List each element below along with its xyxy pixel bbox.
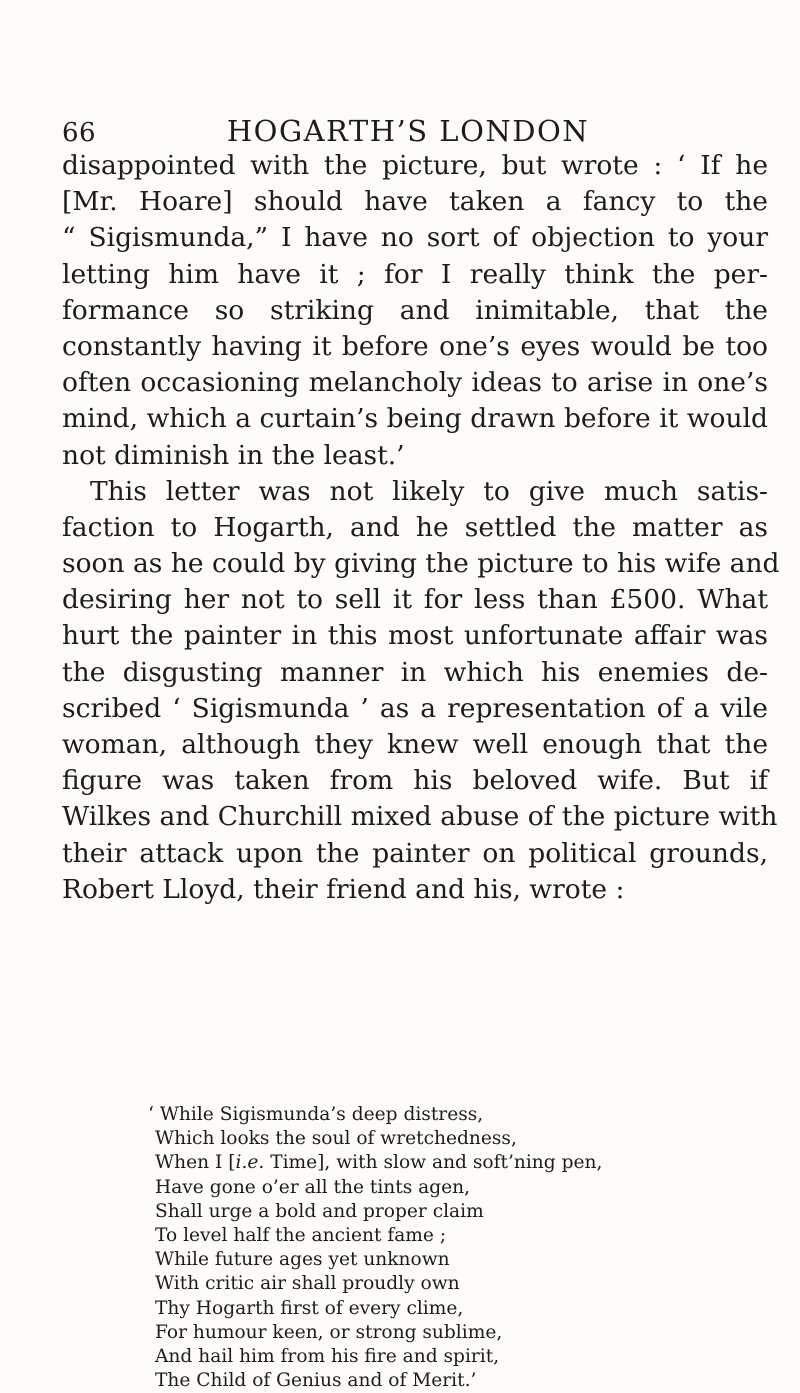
verse-text: Time], with slow and soft’ning pen, bbox=[264, 1152, 603, 1174]
verse-line: With critic air shall proudly own bbox=[155, 1273, 460, 1295]
verse-line: And hail him from his fire and spirit, bbox=[155, 1345, 500, 1367]
text-line: faction to Hogarth, and he settled the matter as bbox=[62, 511, 768, 543]
page-number: 66 bbox=[62, 118, 97, 148]
verse-line bbox=[0, 1151, 800, 1175]
text-line: the disgusting manner in which his enemies de- bbox=[62, 656, 768, 688]
verse-line: Which looks the soul of wretchedness, bbox=[155, 1128, 517, 1150]
text-line: soon as he could by giving the picture to his wife and bbox=[62, 548, 780, 580]
text-line: letting him have it ; for I really think the per- bbox=[62, 258, 768, 290]
text-line: Wilkes and Churchill mixed abuse of the picture with bbox=[62, 801, 778, 833]
text-line: desiring her not to sell it for less than £500. What bbox=[62, 584, 768, 616]
verse-line: To level half the ancient fame ; bbox=[155, 1224, 447, 1246]
text-line: often occasioning melancholy ideas to arise in one’s bbox=[62, 367, 768, 399]
verse-line: The Child of Genius and of Merit.’ bbox=[155, 1370, 477, 1392]
text-line: figure was taken from his beloved wife. But if bbox=[62, 765, 768, 797]
text-line: formance so striking and inimitable, that the bbox=[62, 294, 768, 326]
text-line: “ Sigismunda,” I have no sort of objection to your bbox=[62, 222, 768, 254]
body-text bbox=[62, 148, 780, 908]
verse-line: Have gone o’er all the tints agen, bbox=[155, 1176, 471, 1198]
verse-line: Thy Hogarth first of every clime, bbox=[155, 1297, 464, 1319]
text-line: scribed ‘ Sigismunda ’ as a representation of a vile bbox=[62, 692, 768, 724]
text-line: [Mr. Hoare] should have taken a fancy to the bbox=[62, 186, 768, 218]
text-line: mind, which a curtain’s being drawn before it would bbox=[62, 403, 768, 435]
verse-line: While future ages yet unknown bbox=[155, 1249, 450, 1271]
running-head: HOGARTH’S LONDON bbox=[226, 114, 590, 148]
verse-line: Shall urge a bold and proper claim bbox=[155, 1200, 484, 1222]
text-line: This letter was not likely to give much satis- bbox=[90, 475, 768, 507]
text-line: woman, although they knew well enough that the bbox=[62, 729, 768, 760]
verse-line: For humour keen, or strong sublime, bbox=[155, 1321, 503, 1343]
text-line: Robert Lloyd, their friend and his, wrote : bbox=[62, 873, 625, 905]
text-line: their attack upon the painter on political grounds, bbox=[62, 837, 768, 869]
text-line: not diminish in the least.’ bbox=[62, 439, 405, 471]
text-line: constantly having it before one’s eyes would be too bbox=[62, 330, 768, 362]
verse-italic-abbreviation: i.e. bbox=[235, 1152, 265, 1174]
verse-line: ‘ While Sigismunda’s deep distress, bbox=[148, 1104, 484, 1125]
verse-quotation bbox=[0, 1103, 800, 1393]
text-line: hurt the painter in this most unfortunate affair was bbox=[62, 620, 768, 652]
text-line: disappointed with the picture, but wrote : ‘ If he bbox=[62, 150, 768, 181]
verse-text: When I [ bbox=[155, 1152, 236, 1174]
